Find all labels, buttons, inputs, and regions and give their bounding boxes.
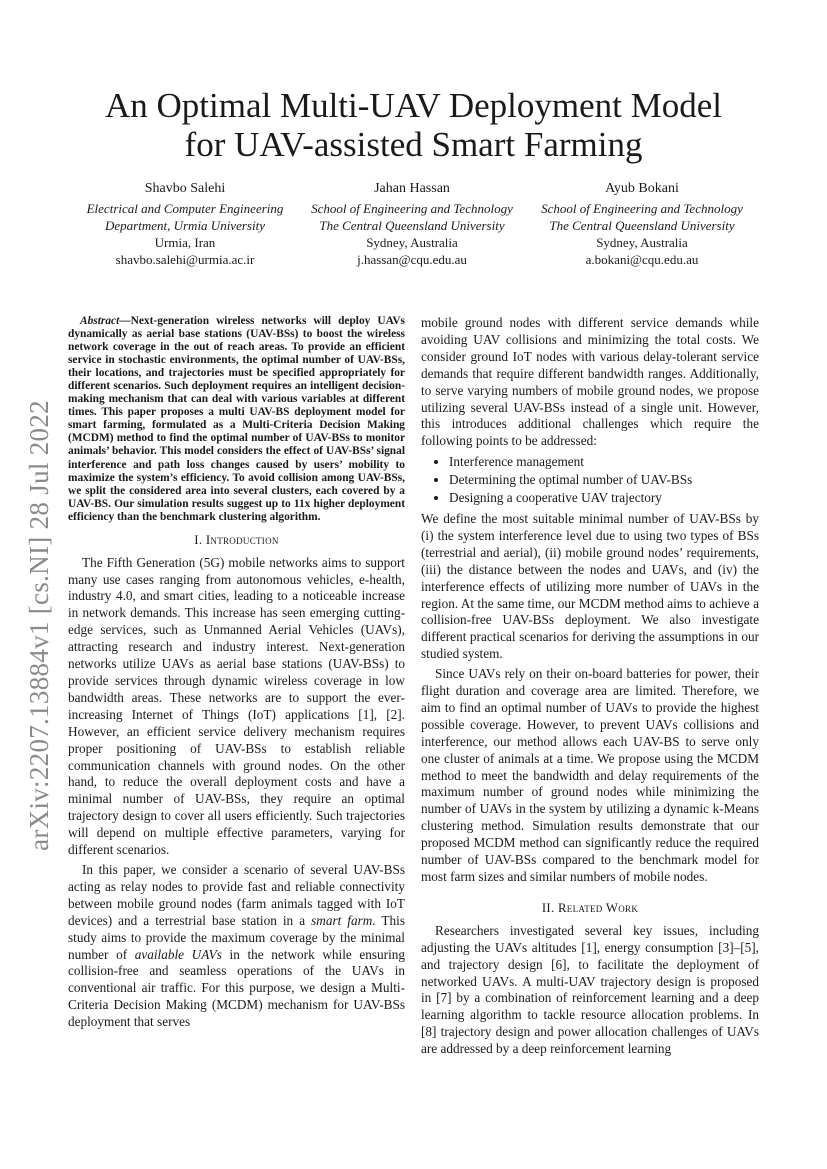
intro-paragraph-5: Since UAVs rely on their on-board batteries for power, their flight duration and coverage area are limited. Therefore, we aim to find an optimal number of UAVs to provide the highest possible coverage. However, to prevent UAVs collisions and interference, our method allows each UAV-BS to serve only one cluster of animals at a time. We propose using the MCDM method to meet the bandwidth and delay requirements of the maximum number of ground nodes while minimizing the number of UAVs in the system by utilizing a dynamic k-Means clustering method. Simulation results demonstrate that our proposed MCDM method can significantly reduce the required number of UAV-BSs compared to the benchmark model for most farm sizes and similar numbers of mobile nodes. bbox=[421, 666, 759, 884]
author-email: a.bokani@cqu.edu.au bbox=[585, 252, 699, 267]
abstract-text: —Next-generation wireless networks will deploy UAVs dynamically as aerial base stations (UAV-BSs) to boost the wireless network coverage in the out of reach areas. To provide an efficient service in stochastic environments, the optimal number of UAV-BSs, their locations, and trajectories must be specified appropriately for different scenarios. Such deployment requires an intelligent decision-making mechanism that can deal with various variables at different times. This paper proposes a multi UAV-BS deployment model for smart farming, formulated as a Multi-Criteria Decision Making (MCDM) method to find the optimal number of UAV-BSs to monitor animals’ behavior. This model considers the effect of UAV-BSs’ signal interference and path loss changes caused by users’ mobility to maximize the system’s efficiency. To avoid collision among UAV-BSs, we split the considered area into several clusters, each covered by a UAV-BS. Our simulation results suggest up to 11x higher deployment efficiency than the benchmark clustering algorithm. bbox=[68, 315, 405, 523]
intro-paragraph-4: We define the most suitable minimal number of UAV-BSs by (i) the system interference level due to using two types of BSs (terrestrial and aerial), (ii) mobile ground nodes’ requirements, (iii) the distance between the nodes and UAVs, and (iv) the interference effects of utilizing more number of UAVs in the region. At the same time, our MCDM method aims to achieve a collision-free UAV-BSs deployment. We also investigate different practical scenarios for deriving the assumptions in our studied system. bbox=[421, 510, 759, 662]
author-email: j.hassan@cqu.edu.au bbox=[357, 252, 467, 267]
arxiv-side-stamp bbox=[8, 380, 70, 870]
left-column bbox=[68, 315, 405, 1031]
intro-paragraph-2-part-2: This study aims to provide the maximum coverage by the minimal number of bbox=[68, 912, 405, 962]
author-affiliation: Electrical and Computer Engineering bbox=[86, 201, 284, 216]
author-name: Jahan Hassan bbox=[374, 181, 450, 196]
title-line-1: An Optimal Multi-UAV Deployment Model bbox=[104, 86, 722, 125]
intro-paragraph-3: mobile ground nodes with different service demands while avoiding UAV collisions and minimizing the total costs. We consider ground IoT nodes with various delay-tolerant service demands that require different bandwidth ranges. Additionally, to serve varying numbers of mobile ground nodes, we propose utilizing several UAV-BSs instead of a single unit. However, this introduces additional challenges which require the following points to be addressed: bbox=[421, 315, 759, 449]
section-heading-related-work: II. Related Work bbox=[541, 900, 639, 915]
section-heading-introduction: I. Introduction bbox=[194, 532, 279, 547]
abstract bbox=[68, 315, 405, 524]
author-location: Sydney, Australia bbox=[366, 235, 458, 250]
arxiv-identifier: arXiv:2207.13884v1 [cs.NI] 28 Jul 2022 bbox=[23, 399, 54, 851]
author-affiliation: The Central Queensland University bbox=[549, 218, 735, 233]
author-affiliation: The Central Queensland University bbox=[319, 218, 505, 233]
intro-paragraph-1: The Fifth Generation (5G) mobile networks aims to support many use cases ranging from autonomous vehicles, e-health, industry 4.0, and smart cities, leading to a noticeable increase in network demands. This increase has seen emerging cutting-edge services, such as Unmanned Aerial Vehicles (UAVs), attracting research and industry interest. Next-generation networks utilize UAVs as aerial base stations (UAV-BSs) to provide services through dynamic wireless coverage in low bandwidth areas. These networks are to support the ever-increasing Internet of Things (IoT) applications [1], [2]. However, an efficient service delivery mechanism requires proper positioning of UAV-BSs to establish reliable communication channels with ground nodes. On the other hand, to reduce the overall deployment costs and have a minimal number of UAV-BSs, they require an optimal trajectory design to cover all users efficiently. Such trajectories will depend on multiple effective parameters, varying for different scenarios. bbox=[68, 554, 405, 858]
author-email: shavbo.salehi@urmia.ac.ir bbox=[115, 252, 255, 267]
related-paragraph-1: Researchers investigated several key issues, including adjusting the UAVs altitudes [1], energy consumption [3]–[5], and trajectory design [6], to facilitate the deployment of networked UAVs. A multi-UAV trajectory design is proposed in [7] by a combination of reinforcement learning and a deep learning algorithm to tackle resource allocation problems. In [8] trajectory design and power allocation challenges of UAVs are addressed by a deep reinforcement learning bbox=[421, 922, 759, 1057]
author-location: Sydney, Australia bbox=[596, 235, 688, 250]
paper-title bbox=[60, 86, 767, 164]
intro-paragraph-2-part-3: in the network while ensuring collision-free and seamless operations of the UAVs in conventional air traffic. For this purpose, we design a Multi-Criteria Decision Making (MCDM) mechanism for UAV-BSs deployment that serves bbox=[68, 946, 406, 1030]
intro-paragraph-2 bbox=[68, 862, 405, 1031]
intro-paragraph-2-part-1: In this paper, we consider a scenario of several UAV-BSs acting as relay nodes to provide fast and reliable connectivity between mobile ground nodes (farm animals tagged with IoT devices) and a terrestrial base station in a bbox=[68, 861, 405, 928]
author-location: Urmia, Iran bbox=[154, 235, 216, 250]
author-affiliation: Department, Urmia University bbox=[105, 218, 265, 233]
author-affiliation: School of Engineering and Technology bbox=[311, 201, 513, 216]
author-affiliation: School of Engineering and Technology bbox=[541, 201, 743, 216]
challenges-list bbox=[421, 454, 759, 507]
author-name: Ayub Bokani bbox=[605, 181, 679, 196]
list-item: • Interference management bbox=[449, 454, 759, 471]
list-item: • Designing a cooperative UAV trajectory bbox=[449, 490, 759, 507]
title-line-2: for UAV-assisted Smart Farming bbox=[184, 125, 643, 164]
list-item: • Determining the optimal number of UAV-BSs bbox=[449, 472, 759, 489]
emphasis-available-uavs: available UAVs bbox=[134, 946, 222, 962]
author-block-2 bbox=[287, 180, 537, 268]
emphasis-smart-farm: smart farm. bbox=[311, 912, 376, 928]
author-name: Shavbo Salehi bbox=[144, 181, 226, 196]
author-block-3 bbox=[517, 180, 767, 268]
abstract-label: Abstract bbox=[80, 315, 120, 327]
right-column bbox=[421, 315, 759, 1058]
author-block-1 bbox=[60, 180, 310, 268]
